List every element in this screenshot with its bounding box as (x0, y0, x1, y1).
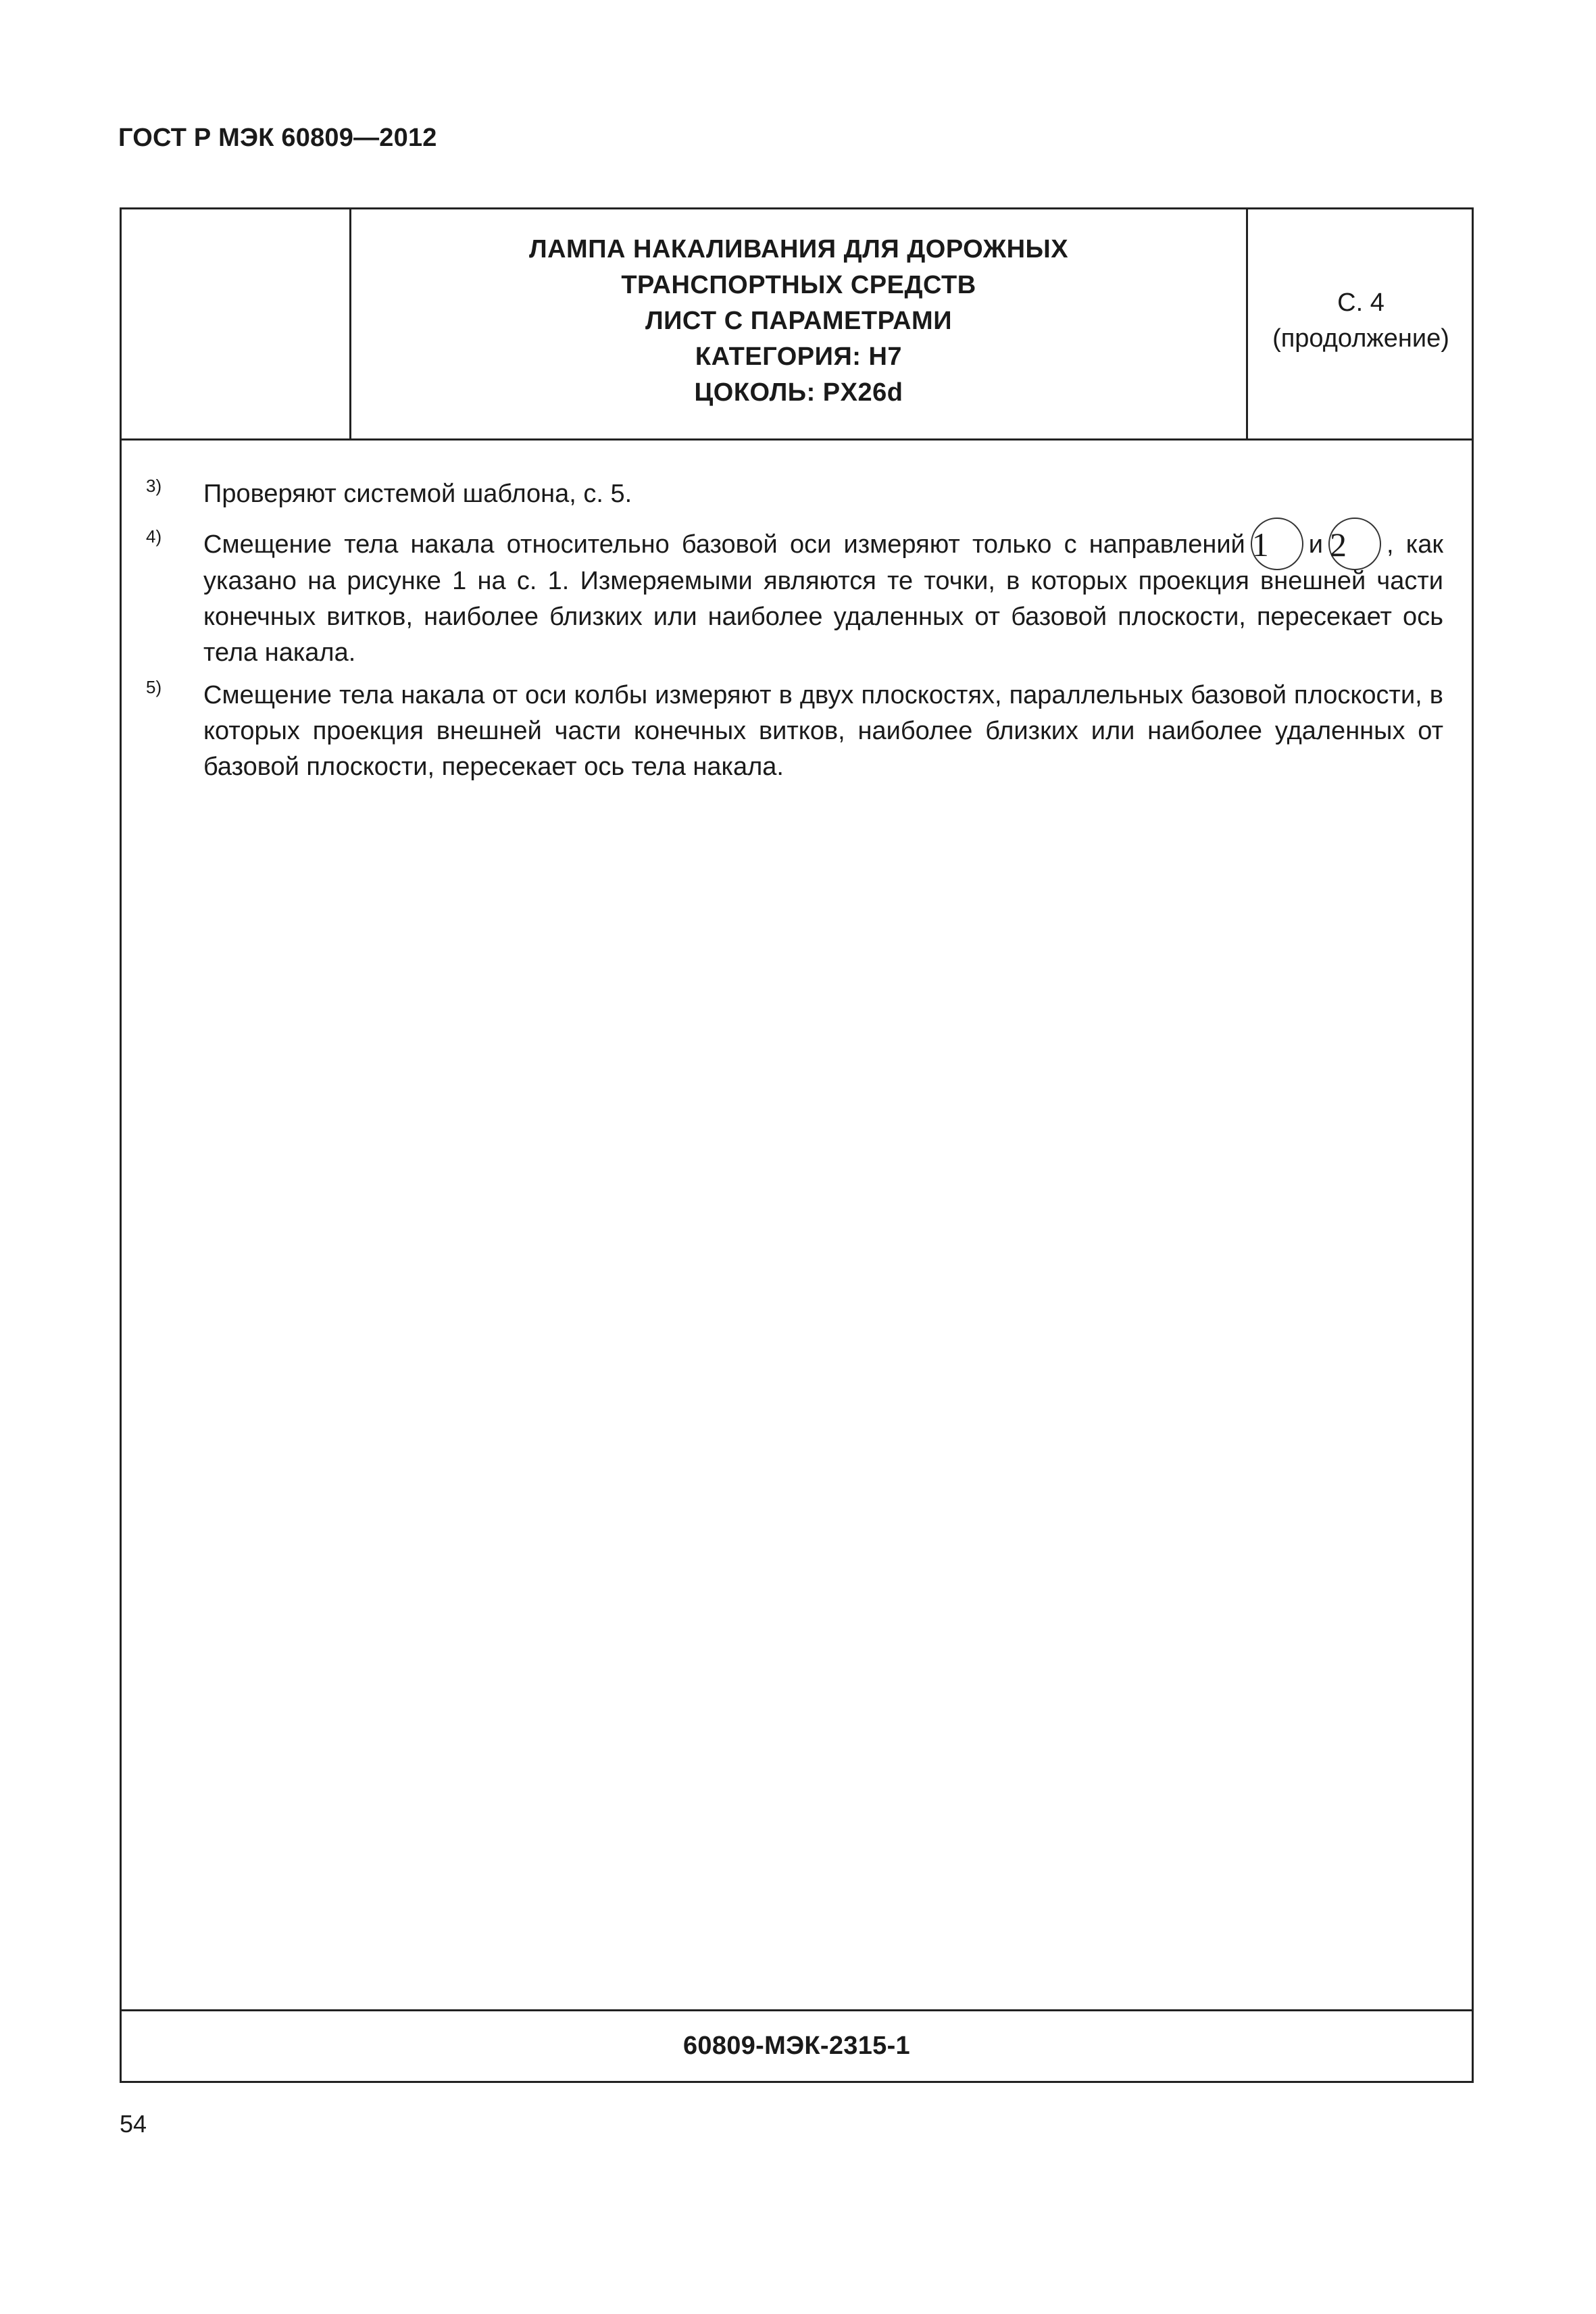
sheet-title-line-1: ЛАМПА НАКАЛИВАНИЯ ДЛЯ ДОРОЖНЫХ (528, 235, 1069, 263)
footnote-4 (146, 527, 1443, 671)
direction-2-circle-icon: 2 (1328, 518, 1381, 570)
page-number: 54 (120, 2110, 147, 2138)
footnotes (146, 476, 1443, 800)
footnote-text: Проверяют системой шаблона, с. 5. (203, 480, 632, 508)
sheet-header-row (122, 209, 1472, 441)
footnote-text-after: , как указано на рисунке 1 на с. 1. Измеряемыми являются те точки, в которых проекция внешней части конечных витков, наиболее близких или наиболее удаленных от базовой плоскости, пересекает ось тела накала. (203, 530, 1443, 667)
sheet-title-cell (351, 209, 1248, 438)
sheet-continuation: (продолжение) (1272, 324, 1449, 353)
sheet-category: КАТЕГОРИЯ: H7 (695, 343, 903, 371)
standard-designation: ГОСТ Р МЭК 60809—2012 (118, 124, 437, 152)
sheet-title-line-2: ТРАНСПОРТНЫХ СРЕДСТВ (621, 271, 976, 299)
sheet-code: 60809-МЭК-2315-1 (683, 2032, 910, 2060)
footnote-marker: 4) (146, 526, 162, 547)
footnote-marker: 3) (146, 476, 162, 496)
direction-1-circle-icon: 1 (1251, 518, 1303, 570)
footnote-text: Смещение тела накала от оси колбы измеряют в двух плоскостях, параллельных базовой плоскости, в которых проекция внешней части конечных витков, наиболее близких или наиболее удаленных от базовой плоскости, пересекает ось тела накала. (203, 680, 1443, 781)
footnote-text-before: Смещение тела накала относительно базовой оси измеряют только с направлений (203, 530, 1245, 559)
footnote-3 (146, 476, 1443, 512)
footnote-connector: и (1308, 530, 1324, 559)
sheet-footer-row (122, 2009, 1472, 2081)
footnote-5 (146, 678, 1443, 785)
sheet-cap: ЦОКОЛЬ: PX26d (694, 378, 903, 407)
footnote-text (203, 527, 1443, 671)
sheet-page-ref: С. 4 (1337, 288, 1385, 317)
sheet-title-line-3: ЛИСТ С ПАРАМЕТРАМИ (645, 307, 953, 335)
sheet-header-empty-cell (122, 209, 351, 438)
footnote-marker: 5) (146, 676, 162, 697)
sheet-frame (120, 207, 1474, 2083)
sheet-page-cell (1248, 209, 1474, 438)
